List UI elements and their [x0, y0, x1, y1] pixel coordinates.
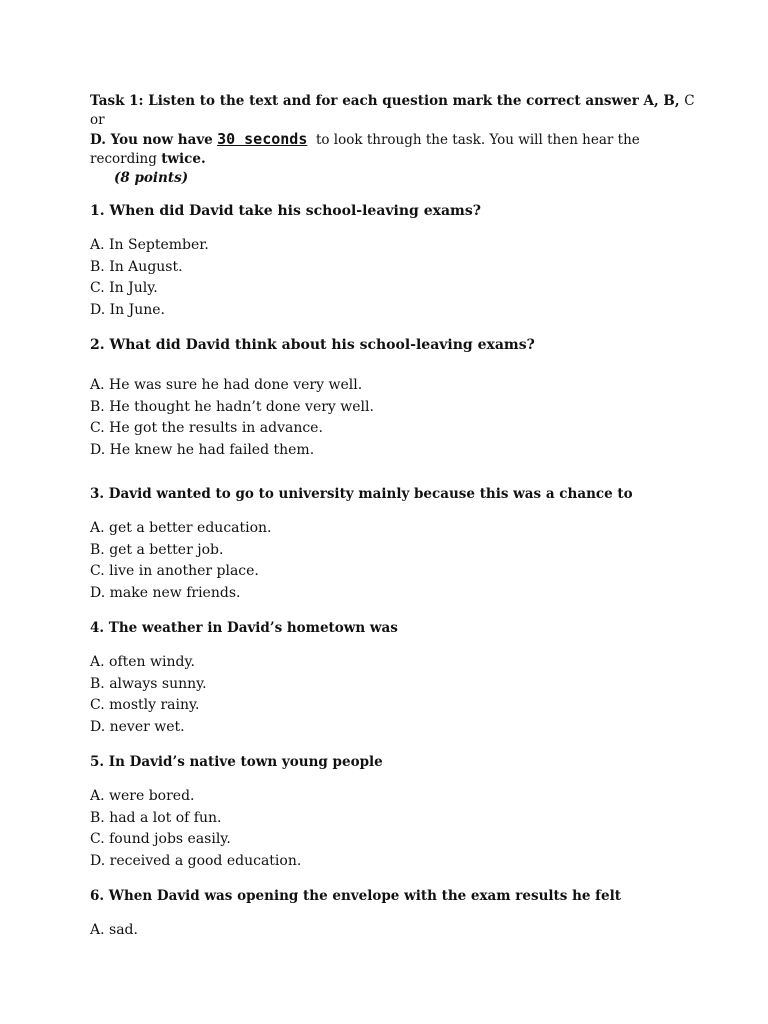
answer-option-b[interactable]: B. always sunny. [90, 675, 207, 692]
question-text: 1. When did David take his school-leaving exams? [90, 203, 481, 219]
answer-option-a[interactable]: A. often windy. [90, 654, 195, 670]
answer-option-d[interactable]: D. make new friends. [90, 584, 241, 601]
time-intro: . You now have [101, 132, 213, 148]
answer-options [90, 235, 698, 321]
answer-options [90, 518, 698, 604]
question-1 [90, 202, 698, 321]
answer-option-a[interactable]: A. He was sure he had done very well. [90, 377, 363, 393]
answer-options [90, 920, 698, 942]
answer-option-d[interactable]: D. In June. [90, 301, 166, 318]
answer-option-c[interactable]: C. found jobs easily. [90, 831, 231, 847]
task-label: Task 1: Listen to the text and for each question mark the correct answer [90, 93, 644, 109]
answer-options [90, 786, 698, 872]
answer-option-a[interactable]: A. get a better education. [90, 520, 272, 536]
answer-option-c[interactable]: C. He got the results in advance. [90, 420, 323, 436]
answer-options [90, 652, 698, 738]
answer-option-b[interactable]: B. get a better job. [90, 541, 224, 558]
answer-option-a[interactable]: A. sad. [90, 922, 138, 938]
answer-option-d[interactable]: D. received a good education. [90, 852, 302, 869]
option-letter-d: D [90, 132, 102, 148]
task-line-1 [90, 92, 698, 130]
period: . [200, 151, 206, 167]
answer-options [90, 375, 698, 461]
answer-option-b[interactable]: B. He thought he hadn’t done very well. [90, 398, 374, 415]
option-letter-a: A [643, 93, 655, 109]
comma: , [674, 93, 685, 109]
question-2 [90, 336, 698, 461]
answer-option-d[interactable]: D. never wet. [90, 718, 185, 735]
or-word: or [90, 112, 105, 128]
task-instructions [90, 92, 698, 188]
answer-option-c[interactable]: C. mostly rainy. [90, 697, 200, 713]
time-limit: 30 seconds [217, 130, 308, 148]
question-4 [90, 619, 698, 738]
question-text: 6. When David was opening the envelope with the exam results he felt [90, 888, 621, 904]
answer-option-a[interactable]: A. were bored. [90, 788, 195, 804]
question-5 [90, 753, 698, 872]
answer-option-b[interactable]: B. In August. [90, 258, 183, 275]
task-line-2 [90, 130, 698, 169]
time-rest: to look through the task. You will then hear the recording [90, 132, 640, 167]
comma: , [654, 93, 664, 109]
question-text: 3. David wanted to go to university mainly because this was a chance to [90, 486, 633, 502]
question-3 [90, 485, 698, 604]
option-letter-c: C [684, 93, 695, 109]
twice-word: twice [161, 151, 201, 167]
question-text: 5. In David’s native town young people [90, 754, 383, 770]
answer-option-c[interactable]: C. live in another place. [90, 563, 259, 579]
question-text: 2. What did David think about his school-leaving exams? [90, 337, 535, 353]
question-text: 4. The weather in David’s hometown was [90, 620, 398, 636]
option-letter-b: B [663, 93, 675, 109]
answer-option-d[interactable]: D. He knew he had failed them. [90, 441, 315, 458]
answer-option-c[interactable]: C. In July. [90, 280, 158, 296]
answer-option-b[interactable]: B. had a lot of fun. [90, 809, 222, 826]
answer-option-a[interactable]: A. In September. [90, 237, 209, 253]
task-points: (8 points) [114, 170, 189, 186]
question-list [90, 202, 698, 942]
question-6 [90, 887, 698, 942]
